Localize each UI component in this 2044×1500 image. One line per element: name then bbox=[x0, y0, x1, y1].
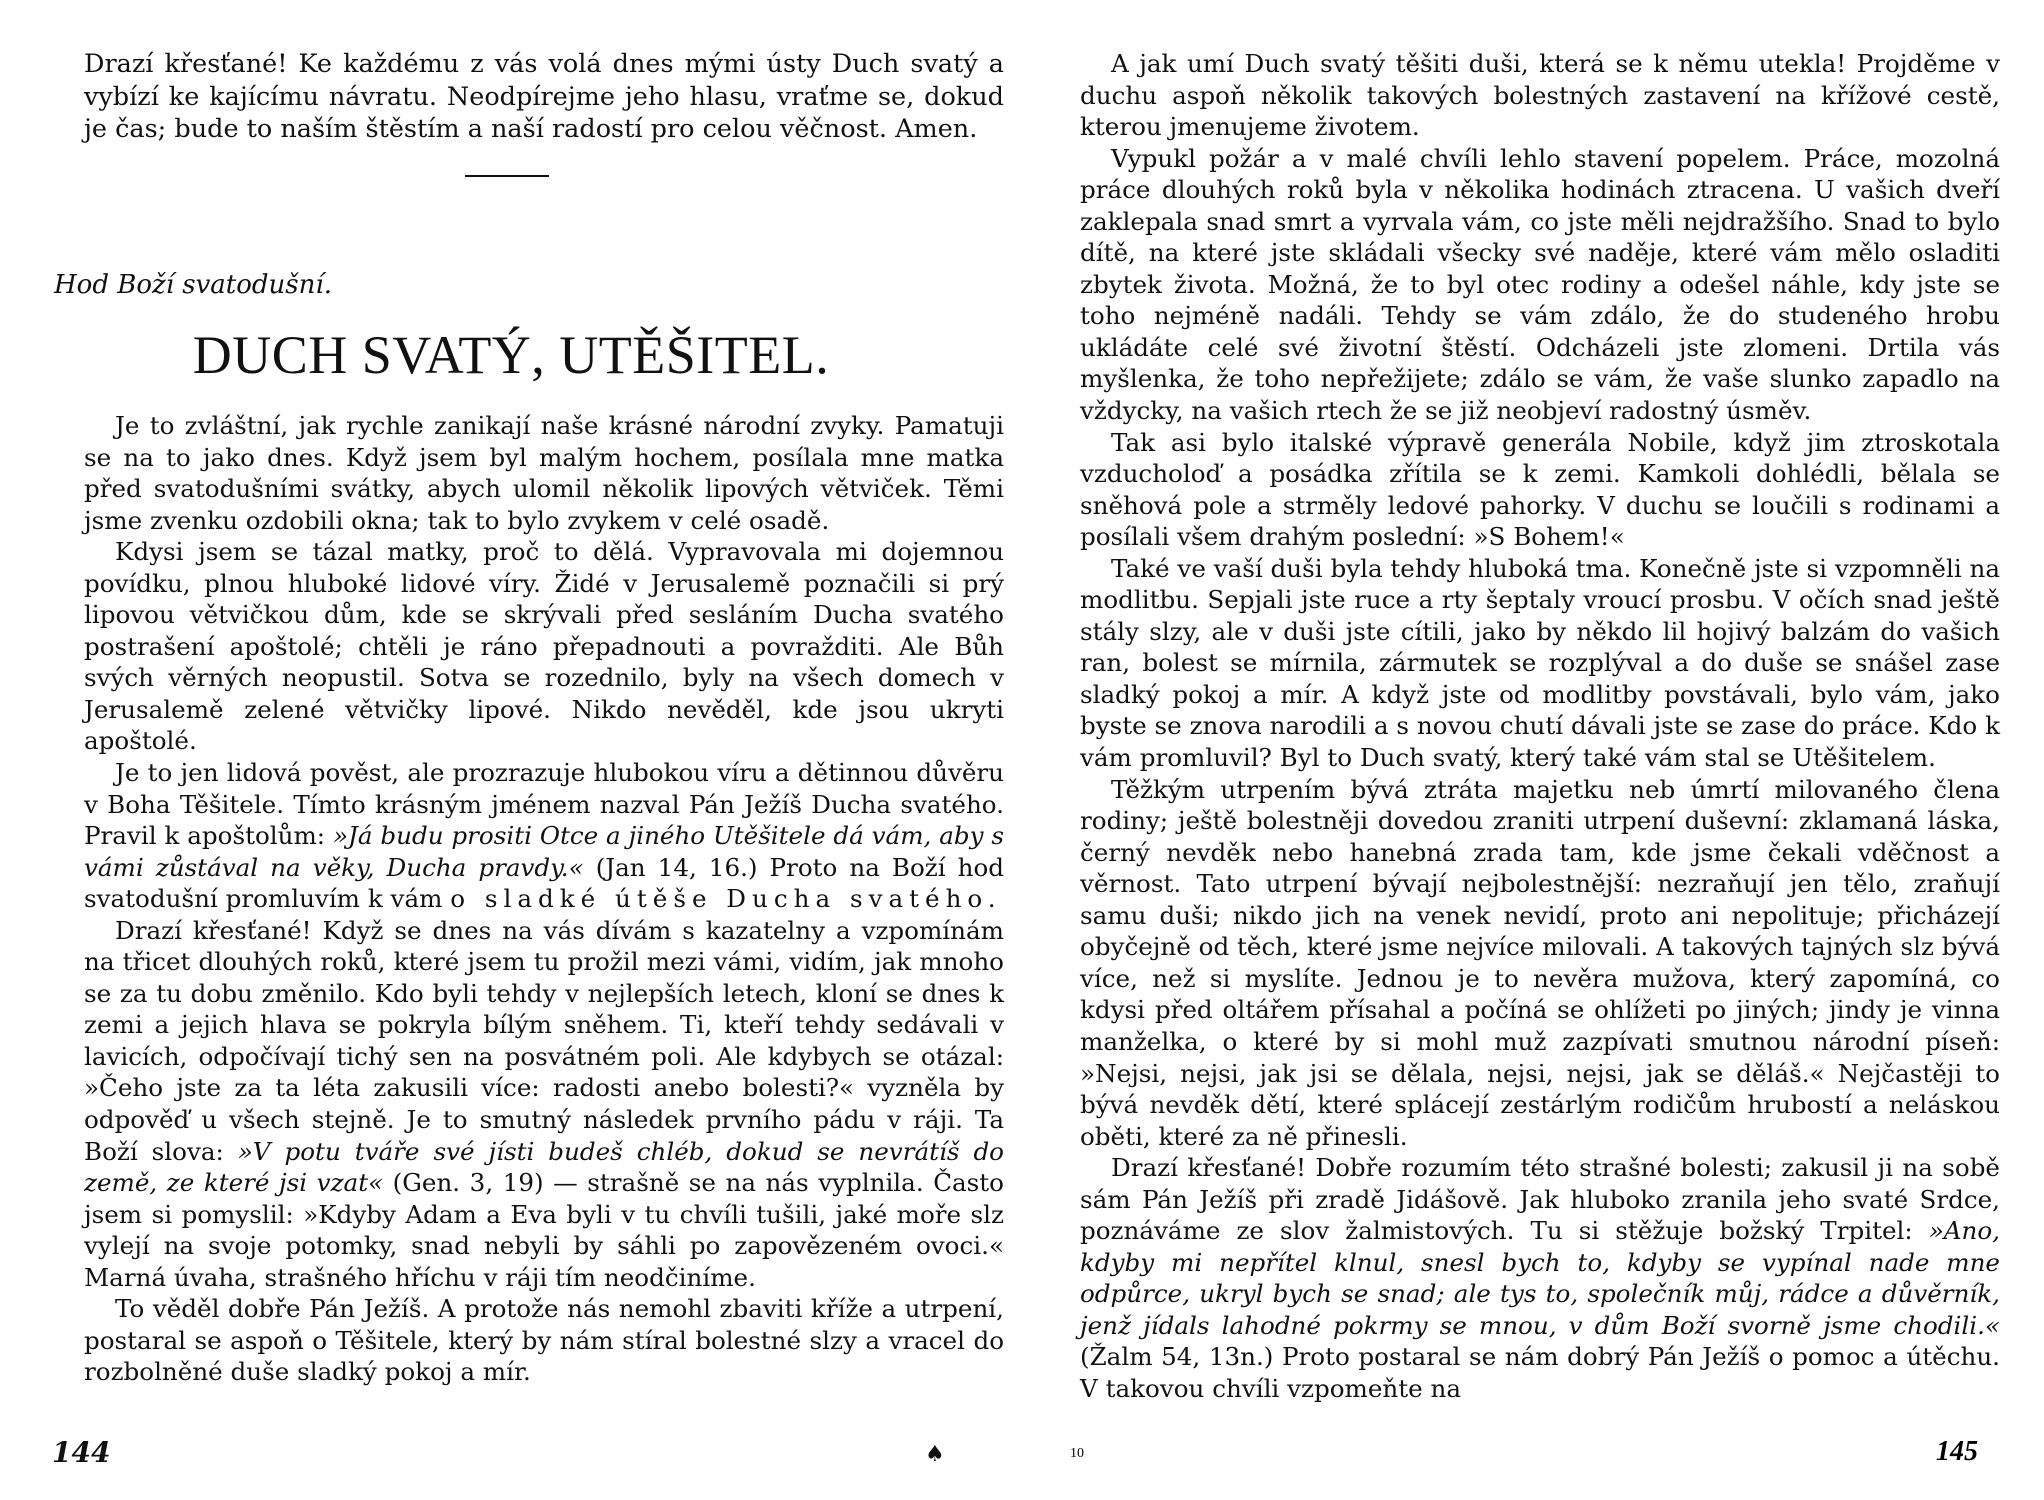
paragraph bbox=[84, 915, 1004, 1294]
paragraph: A jak umí Duch svatý těšiti duši, která se k němu utekla! Projděme v duchu aspoň několik takových bolestných zastavení na křížové cestě, kterou jmenujeme životem. bbox=[1080, 49, 2000, 142]
text-run: Drazí křesťané! Když se dnes na vás dívám s kazatelny a vzpomínám na třicet dlouhých roků, které jsem tu prožil mezi vámi, vidím, jak mnoho se za tu dobu změnilo. Kdo byli tehdy v nejlepších letech, kloní se dnes k zemi a jejich hlava se pokryla bílým sněhem. Ti, kteří tehdy sedávali v lavicích, odpočívají tichý sen na posvátném poli. Ale kdybych se otázal: »Čeho jste za ta léta zakusili více: radosti anebo bolesti?« vyzněla by odpověď u všech stejně. Je to smutný následek prvního pádu v ráji. Ta Boží slova: bbox=[84, 915, 1004, 1166]
paragraph bbox=[84, 757, 1004, 915]
paragraph bbox=[1080, 1152, 2000, 1404]
scripture-quote: »Já budu prositi Otce a jiného Utěšitele dá vám, aby s vámi zůstával na věky, Ducha pravdy.« bbox=[84, 821, 1004, 882]
page-number: 144 bbox=[52, 1436, 111, 1469]
left-top-text bbox=[84, 48, 1004, 146]
page-number: 145 bbox=[1936, 1436, 1978, 1467]
paragraph: Vypukl požár a v malé chvíli lehlo stavení popelem. Práce, mozolná práce dlouhých roků byla v několika hodinách ztracena. U vašich dveří zaklepala snad smrt a vyrvala vám, co jste měli nejdražšího. Snad to bylo dítě, na které jste skládali všecky své naděje, které vám mělo osladiti zbytek života. Možná, že to byl otec rodiny a odešel náhle, kdy jste se toho nejméně nadáli. Tehdy se vám zdálo, že do studeného hrobu ukládáte celé své životní štěstí. Odcházeli jste zlomeni. Drtila vás myšlenka, že toho nepřežijete; zdálo se vám, že vaše slunko zapadlo na vždycky, na vašich rtech že se již neobjeví radostný úsměv. bbox=[1080, 143, 2000, 426]
paragraph: Těžkým utrpením bývá ztráta majetku neb úmrtí milovaného člena rodiny; ještě bolestněji dovedou zraniti utrpení duševní: zklamaná láska, černý nevděk nebo hanebná zrada tam, kde jsme čekali vděčnost a věrnost. Tato utrpení bývají nejbolestnější: nezraňují jen tělo, zraňují samu duši; nikdo jich na venek nevidí, proto ani nepolituje; přicházejí obyčejně od těch, které jsme nejvíce milovali. A takových tajných slz bývá více, než si myslíte. Jednou je to nevěra mužova, který zapomíná, co kdysi před oltářem přísahal a počíná se ohlížeti po jiných; jindy je vinna manželka, o které by si mohl muž zazpívati smutnou národní píseň: »Nejsi, nejsi, jak jsi se dělala, nejsi, nejsi, jak se děláš.« Nejčastěji to bývá nevděk dětí, které splácejí zestárlým rodičům hrubostí a neláskou oběti, které za ně přinesli. bbox=[1080, 774, 2000, 1151]
text-run: (Žalm 54, 13n.) Proto postaral se nám dobrý Pán Ježíš o pomoc a útěchu. V takovou chvíli vzpomeňte na bbox=[1080, 1342, 2000, 1403]
paragraph: Tak asi bylo italské výpravě generála Nobile, když jim ztroskotala vzducholoď a posádka zřítila se k zemi. Kamkoli dohlédli, bělala se sněhová pole a strměly ledové pahorky. V duchu se loučili s rodinami a posílali všem drahým poslední: »S Bohem!« bbox=[1080, 427, 2000, 552]
text-run: Je to jen lidová pověst, ale prozrazuje hlubokou víru a dětinnou důvěru v Boha Těšitele. Tímto krásným jménem nazval Pán Ježíš Ducha svatého. Pravil k apoštolům: bbox=[84, 758, 1004, 851]
paragraph: Kdysi jsem se tázal matky, proč to dělá. Vypravovala mi dojemnou povídku, plnou hluboké lidové víry. Židé v Jerusalemě poznačili si prý lipovou větvičkou dům, kde se skrývali před sesláním Ducha svatého postrašení apoštolé; chtěli je ráno přepadnouti a povražditi. Ale Bůh svých věrných neopustil. Sotva se rozednilo, byly na všech domech v Jerusalemě zelené větvičky lipové. Nikdo nevěděl, kde jsou ukryti apoštolé. bbox=[84, 537, 1004, 756]
text-run: (Jan 14, 16.) Proto na Boží hod svatodušní promluvím k vám bbox=[84, 852, 1004, 914]
printer-signature-mark: 10 bbox=[1070, 1446, 1084, 1461]
right-body-text bbox=[1080, 48, 2000, 1405]
text-run: (Gen. 3, 19) — strašně se na nás vyplnila. Často jsem si pomyslil: »Kdyby Adam a Eva byli v tu chvíli tušili, jaké moře slz vylejí na svoje potomky, snad nebyli by sáhli po zapovězeném ovoci.« Marná úvaha, strašného hříchu v ráji tím neodčiníme. bbox=[84, 1168, 1004, 1292]
scripture-quote: »V potu tváře své jísti budeš chléb, dokud se nevrátíš do země, ze které jsi vzat« bbox=[84, 1136, 1004, 1198]
paragraph: Také ve vaší duši byla tehdy hluboká tma. Konečně jste si vzpomněli na modlitbu. Sepjali jste ruce a rty šeptaly vroucí prosbu. V očích snad ještě stály slzy, ale v duši jste cítili, jako by někdo lil hojivý balzám do vašich ran, bolest se mírnila, zármutek se rozplýval a do duše se snášel zase sladký pokoj a mír. A když jste od modlitby povstávali, bylo vám, jako byste se znova narodili a s novou chutí dávali jste se zase do práce. Kdo k vám promluvil? Byl to Duch svatý, který také vám stal se Utěšitelem. bbox=[1080, 553, 2001, 773]
scripture-quote: »Ano, kdyby mi nepřítel klnul, snesl bych to, kdyby se vypínal nade mne odpůrce, ukryl bych se snad; ale tys to, společník můj, rádce a důvěrník, jenž jídals lahodné pokrmy se mnou, v dům Boží svorně jsme chodili.« bbox=[1080, 1216, 2000, 1340]
right-page bbox=[1022, 0, 2044, 1500]
text-run: Drazí křesťané! Dobře rozumím této strašné bolesti; zakusil ji na sobě sám Pán Ježíš při zradě Jidášově. Jak hluboko zranila jeho svaté Srdce, poznáváme ze slov žalmistových. Tu si stěžuje božský Trpitel: bbox=[1080, 1153, 2000, 1246]
left-body-text bbox=[84, 410, 1004, 1388]
sermon-title: DUCH SVATÝ, UTĚŠITEL. bbox=[192, 325, 830, 385]
paragraph: To věděl dobře Pán Ježíš. A protože nás nemohl zbaviti kříže a utrpení, postaral se aspoň o Těšitele, který by nám stíral bolestné slzy a vracel do rozbolněné duše sladký pokoj a mír. bbox=[84, 1294, 1004, 1387]
section-divider bbox=[465, 175, 549, 177]
occasion-heading: Hod Boží svatodušní. bbox=[54, 270, 332, 300]
paragraph: Je to zvláštní, jak rychle zanikají naše krásné národní zvyky. Pamatuji se na to jako dnes. Když jsem byl malým hochem, posílala mne matka před svatodušními svátky, abych ulomil několik lipových větviček. Těmi jsme zvenku ozdobili okna; tak to bylo zvykem v celé osadě. bbox=[84, 411, 1004, 535]
emphasized-theme: o sladké útěše Ducha svatého. bbox=[450, 884, 1002, 914]
closing-paragraph: Drazí křesťané! Ke každému z vás volá dnes mými ústy Duch svatý a vybízí ke kajícímu návratu. Neodpírejme jeho hlasu, vraťme se, dokud je čas; bude to naším štěstím a naší radostí pro celou věčnost. Amen. bbox=[84, 49, 1004, 145]
spade-ornament-icon: ♠ bbox=[925, 1442, 945, 1467]
